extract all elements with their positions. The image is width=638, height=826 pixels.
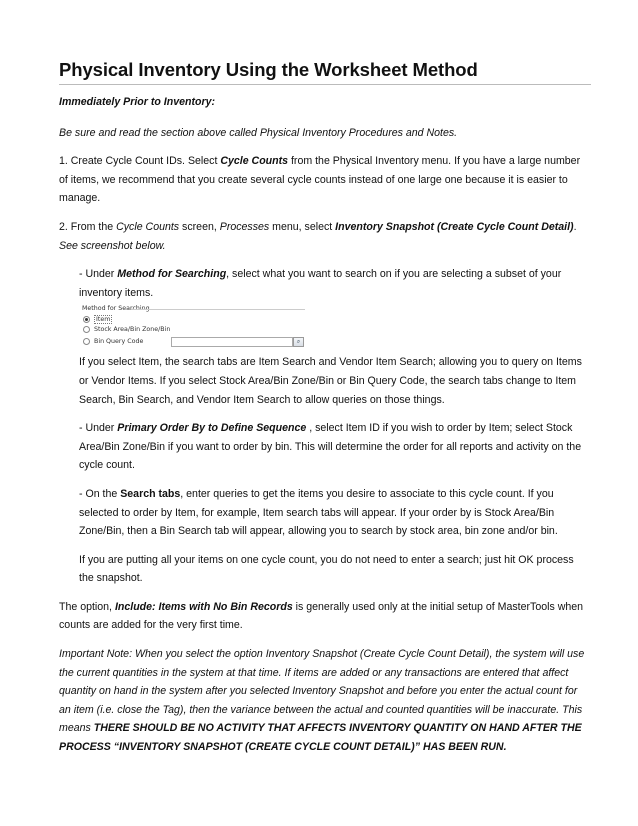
inventory-snapshot-term: Inventory Snapshot (Create Cycle Count Detail)	[335, 220, 574, 233]
radio-icon[interactable]	[83, 338, 90, 345]
option-stock-area-label: Stock Area/Bin Zone/Bin	[94, 326, 171, 334]
item-search-paragraph: If you select Item, the search tabs are Item Search and Vendor Item Search; allowing you to query on Items or Vendor Items. If you select Stock Area/Bin Zone/Bin or Bin Query Code, the search tabs change to Item Search, Bin Search, and Vendor Item Search to allow queries on those things.	[79, 356, 582, 406]
group-divider	[131, 309, 305, 310]
search-tabs-term: Search tabs	[120, 487, 181, 500]
step-2-paragraph	[59, 218, 591, 255]
bin-query-code-input[interactable]	[171, 337, 293, 347]
important-note-paragraph	[59, 645, 591, 757]
option-item[interactable]	[83, 315, 112, 324]
subtitle: Immediately Prior to Inventory:	[59, 96, 215, 108]
intro-paragraph: Be sure and read the section above called Physical Inventory Procedures and Notes.	[59, 126, 458, 139]
all-items-paragraph: If you are putting all your items on one cycle count, you do not need to enter a search; just hit OK process the snapshot.	[79, 553, 574, 585]
step-1-paragraph	[59, 152, 591, 208]
method-suffix: , select what you want to search on if you are selecting a subset of your inventory items.	[79, 268, 562, 299]
include-prefix: The option,	[59, 600, 115, 613]
radio-selected-icon[interactable]	[83, 316, 90, 323]
search-tabs-paragraph	[79, 485, 591, 541]
document-page	[59, 58, 591, 757]
include-option-paragraph	[59, 598, 591, 635]
method-for-searching-screenshot	[79, 305, 305, 349]
primary-suffix: , select Item ID if you wish to order by Item; select Stock Area/Bin Zone/Bin if you want to order by bin. This will determine the order for all reports and activity on the cycle count.	[79, 422, 582, 472]
option-item-label: Item	[96, 316, 111, 324]
include-suffix: is generally used only at the initial setup of MasterTools when counts are added for the very first time.	[59, 600, 584, 632]
option-stock-area[interactable]	[83, 326, 170, 333]
search-tabs-suffix: , enter queries to get the items you desire to associate to this cycle count. If you selected to order by Item, for example, Item search tabs will appear. If your order by is Stock Area/Bin Zone/Bin, then a Bin Search tab will appear, allowing you to search by stock area, bin zone and/or bin.	[79, 487, 558, 538]
step-2-g: .	[573, 220, 577, 233]
primary-order-term: Primary Order By to Define Sequence	[117, 422, 307, 435]
radio-icon[interactable]	[83, 326, 90, 333]
method-for-searching-title: Method for Searching	[82, 305, 150, 313]
step-1-suffix: from the Physical Inventory menu. If you have a large number of items, we recommend that you create several cycle counts instead of one large one because it is easier to manage.	[59, 155, 581, 205]
step-2-e: menu, select	[269, 220, 336, 233]
method-term: Method for Searching	[117, 268, 227, 281]
option-bin-query-label: Bin Query Code	[94, 338, 144, 346]
important-note-text: Important Note: When you select the option Inventory Snapshot (Create Cycle Count Detail), the system will use the current quantities in the system at that time. If items are added or any transactions are entered that affect quantity on hand in the system after you selected Inventory Snapshot and before you enter the actual count for an item (i.e. close the Tag), then the variance between the actual and counted quantities will be inaccurate. This means	[59, 648, 585, 735]
document-title: Physical Inventory Using the Worksheet Method	[59, 58, 591, 85]
search-tabs-prefix: - On the	[79, 487, 121, 500]
lookup-icon[interactable]: ⌕	[293, 337, 304, 347]
step-1-prefix: 1. Create Cycle Count IDs. Select	[59, 155, 221, 168]
step-2-a: 2. From the	[59, 220, 117, 233]
step-2-d: Processes	[219, 220, 270, 233]
cycle-counts-term: Cycle Counts	[220, 155, 289, 168]
important-note-warning: THERE SHOULD BE NO ACTIVITY THAT AFFECTS INVENTORY QUANTITY ON HAND AFTER THE PROCESS “INVENTORY SNAPSHOT (CREATE CYCLE COUNT DETAIL)” HAS BEEN RUN.	[59, 722, 582, 754]
see-screenshot-note: See screenshot below.	[59, 239, 166, 252]
method-prefix: - Under	[79, 268, 118, 281]
step-2-c: screen,	[179, 220, 220, 233]
primary-prefix: - Under	[79, 422, 118, 435]
primary-order-paragraph	[79, 419, 591, 475]
include-term: Include: Items with No Bin Records	[114, 600, 293, 613]
method-paragraph	[79, 265, 591, 302]
step-2-b: Cycle Counts	[116, 220, 180, 233]
option-bin-query[interactable]	[83, 338, 143, 345]
